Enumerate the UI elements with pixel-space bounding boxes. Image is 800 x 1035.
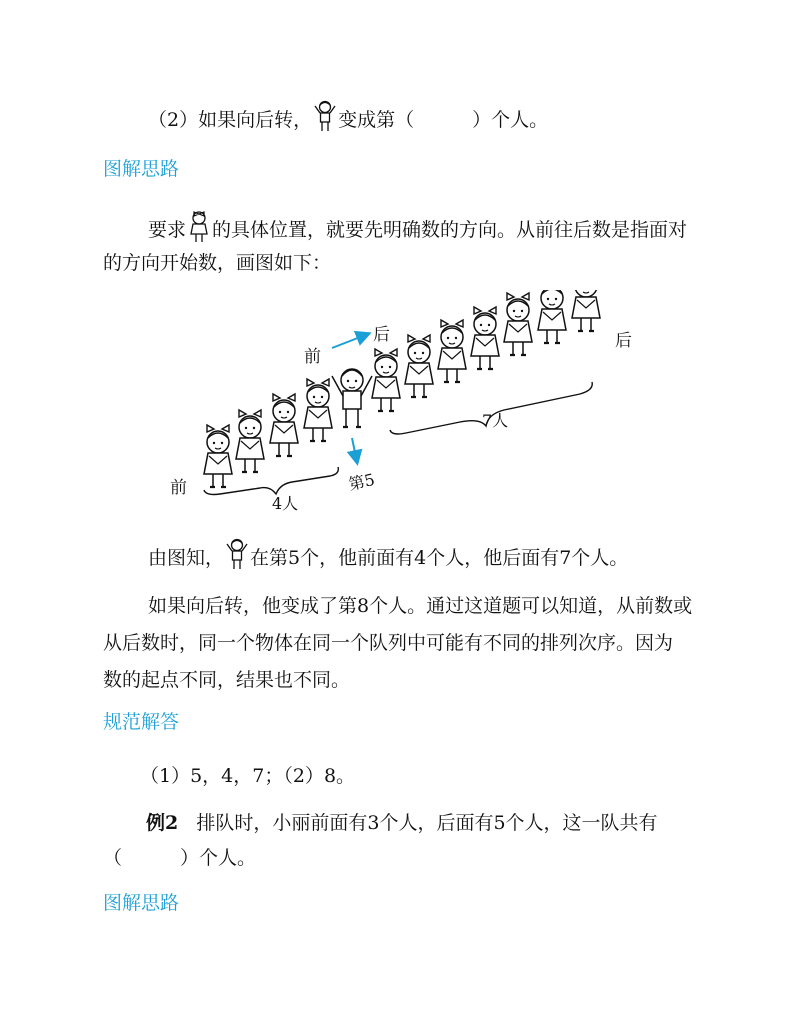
position-arrow [352,438,357,462]
para3-line1: 如果向后转，他变成了第8个人。通过这道题可以知道，从前数或 [148,595,693,617]
para2-suffix: 在第5个，他前面有4个人，他后面有7个人。 [250,547,629,569]
boy-icon [312,100,338,134]
heading-diagram-thinking-1: 图解思路 [103,158,180,180]
queue-back-label: 后 [615,331,632,351]
boy-icon [224,538,250,572]
girl-icon [186,210,212,244]
para3-line2: 从后数时，同一个物体在同一个队列中可能有不同的排列次序。因为 [103,632,674,654]
position-label: 第5 [346,469,377,494]
example2-line2 [103,845,256,871]
example2-line2-a: （ [103,847,123,869]
para1-line1-a: 要求 [148,219,187,241]
heading-standard-answer: 规范解答 [103,711,180,733]
girl-10 [504,293,532,355]
example2-line2-b: ）个人。 [180,847,257,869]
question-2 [148,100,548,134]
heading-diagram-thinking-2: 图解思路 [103,892,180,914]
girl-1 [204,425,232,487]
girl-7 [405,335,433,397]
example2-line1 [146,810,658,836]
q2-prefix: （2）如果向后转， [148,109,313,131]
para2-prefix: 由图知， [148,547,225,569]
girl-3 [270,394,298,456]
girl-2 [236,410,264,472]
girl-4 [304,379,332,441]
para2 [148,538,628,572]
q2-suffix-b: ）个人。 [472,109,549,131]
boy-5 [332,369,372,427]
queue-figure [160,290,640,515]
para1-line1 [148,210,687,244]
girl-11 [538,290,566,343]
brace-left-label: 4人 [272,494,299,513]
example2-text: 排队时，小丽前面有3个人，后面有5个人，这一队共有 [196,812,658,834]
para3-line3: 数的起点不同，结果也不同。 [103,669,351,691]
example2-label: 例2 [146,812,179,834]
brace-right-label: 7人 [482,411,509,430]
para1-line1-b: 的具体位置，就要先明确数的方向。从前往后数是指面对 [212,219,688,241]
girl-12 [572,290,600,331]
girl-9 [471,307,499,369]
girl-6 [372,349,400,411]
direction-arrow [332,334,368,348]
girl-8 [438,320,466,382]
q2-suffix-a: 变成第（ [338,109,415,131]
queue-front-label: 前 [170,478,187,498]
arrow-front-label: 前 [304,347,321,367]
arrow-back-label: 后 [373,325,390,345]
para1-line2: 的方向开始数，画图如下： [103,252,332,274]
answer-text: （1）5，4，7；（2）8。 [140,765,356,787]
